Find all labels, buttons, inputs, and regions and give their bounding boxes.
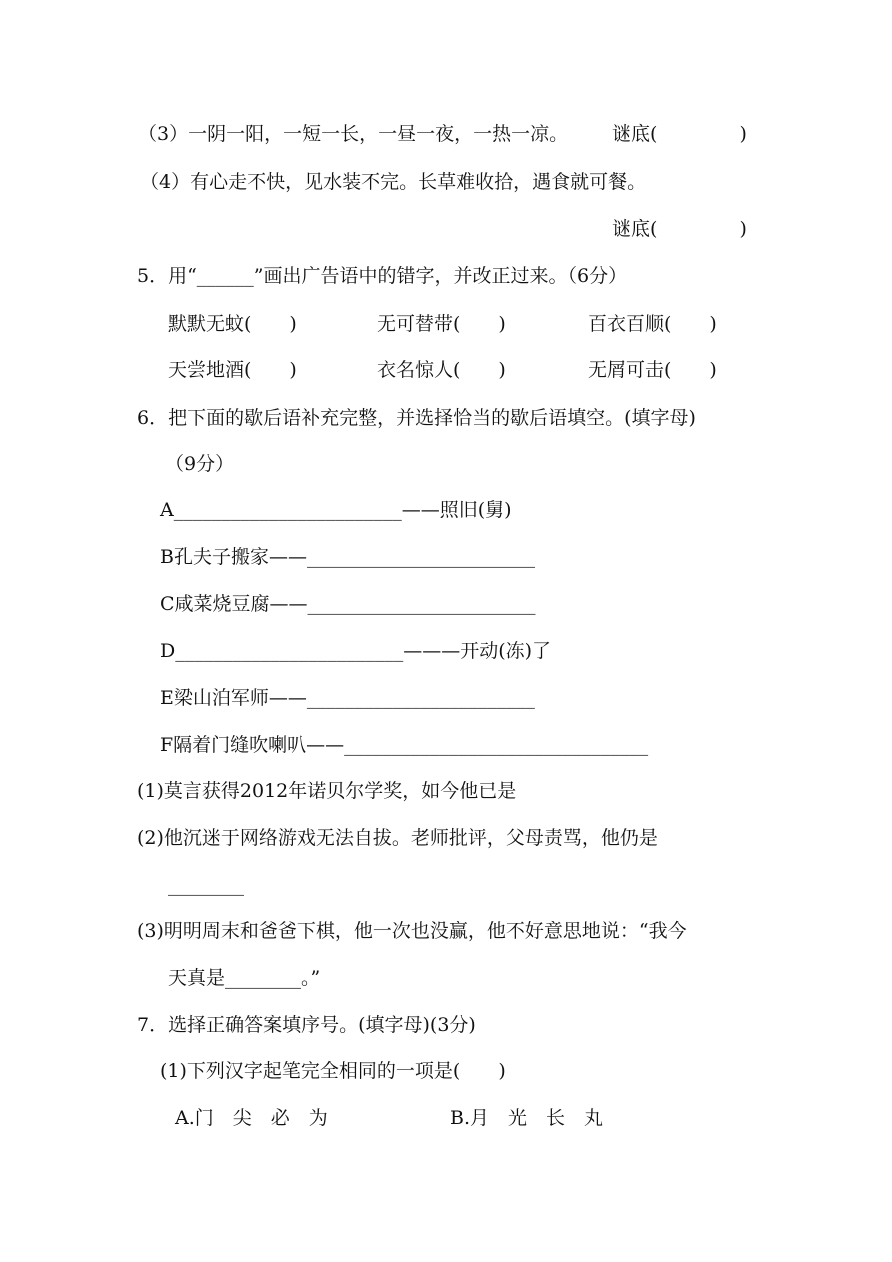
question-6-title: 6．把下面的歇后语补充完整，并选择恰当的歇后语填空。(填字母) xyxy=(137,407,696,429)
q7-option-b: B.月 光 长 丸 xyxy=(450,1107,604,1129)
q7-option-a: A.门 尖 必 为 xyxy=(175,1107,328,1129)
riddle-3-text: （3）一阴一阳，一短一长，一昼一夜，一热一凉。 xyxy=(138,123,569,145)
q5-item-5: 衣名惊人( ) xyxy=(377,359,506,381)
q6-sentence-1: (1)莫言获得2012年诺贝尔学奖，如今他已是 xyxy=(137,780,517,802)
riddle-4-answer: 谜底( ) xyxy=(612,218,747,240)
question-5-title: 5．用“______”画出广告语中的错字，并改正过来。（6分） xyxy=(137,265,628,287)
question-7-title: 7．选择正确答案填序号。(填字母)(3分) xyxy=(137,1014,476,1036)
q5-item-3: 百衣百顺( ) xyxy=(588,313,717,335)
q6-sentence-3: (3)明明周末和爸爸下棋，他一次也没赢，他不好意思地说：“我今 xyxy=(137,920,687,942)
question-6-score: （9分） xyxy=(165,453,235,475)
q6-item-a: A________________________——照旧(舅) xyxy=(160,499,512,521)
q6-item-c: C咸菜烧豆腐——________________________ xyxy=(160,593,536,615)
riddle-3-answer: 谜底( ) xyxy=(612,123,747,145)
q6-sentence-2-blank: ________ xyxy=(168,874,244,896)
q5-item-4: 天尝地酒( ) xyxy=(168,359,297,381)
q6-item-d: D________________________———开动(冻)了 xyxy=(160,640,552,662)
q6-item-f: F隔着门缝吹喇叭——________________________________ xyxy=(160,734,649,756)
q6-sentence-3-cont: 天真是________。” xyxy=(168,967,321,989)
q6-item-b: B孔夫子搬家——________________________ xyxy=(160,546,535,568)
riddle-4-text: （4）有心走不快，见水装不完。长草难收拾，遇食就可餐。 xyxy=(140,171,647,193)
q5-item-6: 无屑可击( ) xyxy=(588,359,717,381)
q6-item-e: E梁山泊军师——________________________ xyxy=(160,687,535,709)
q5-item-2: 无可替带( ) xyxy=(377,313,506,335)
q5-item-1: 默默无蚊( ) xyxy=(168,313,297,335)
q6-sentence-2: (2)他沉迷于网络游戏无法自拔。老师批评，父母责骂，他仍是 xyxy=(137,827,658,849)
q7-sub-1: (1)下列汉字起笔完全相同的一项是( ) xyxy=(160,1060,506,1082)
